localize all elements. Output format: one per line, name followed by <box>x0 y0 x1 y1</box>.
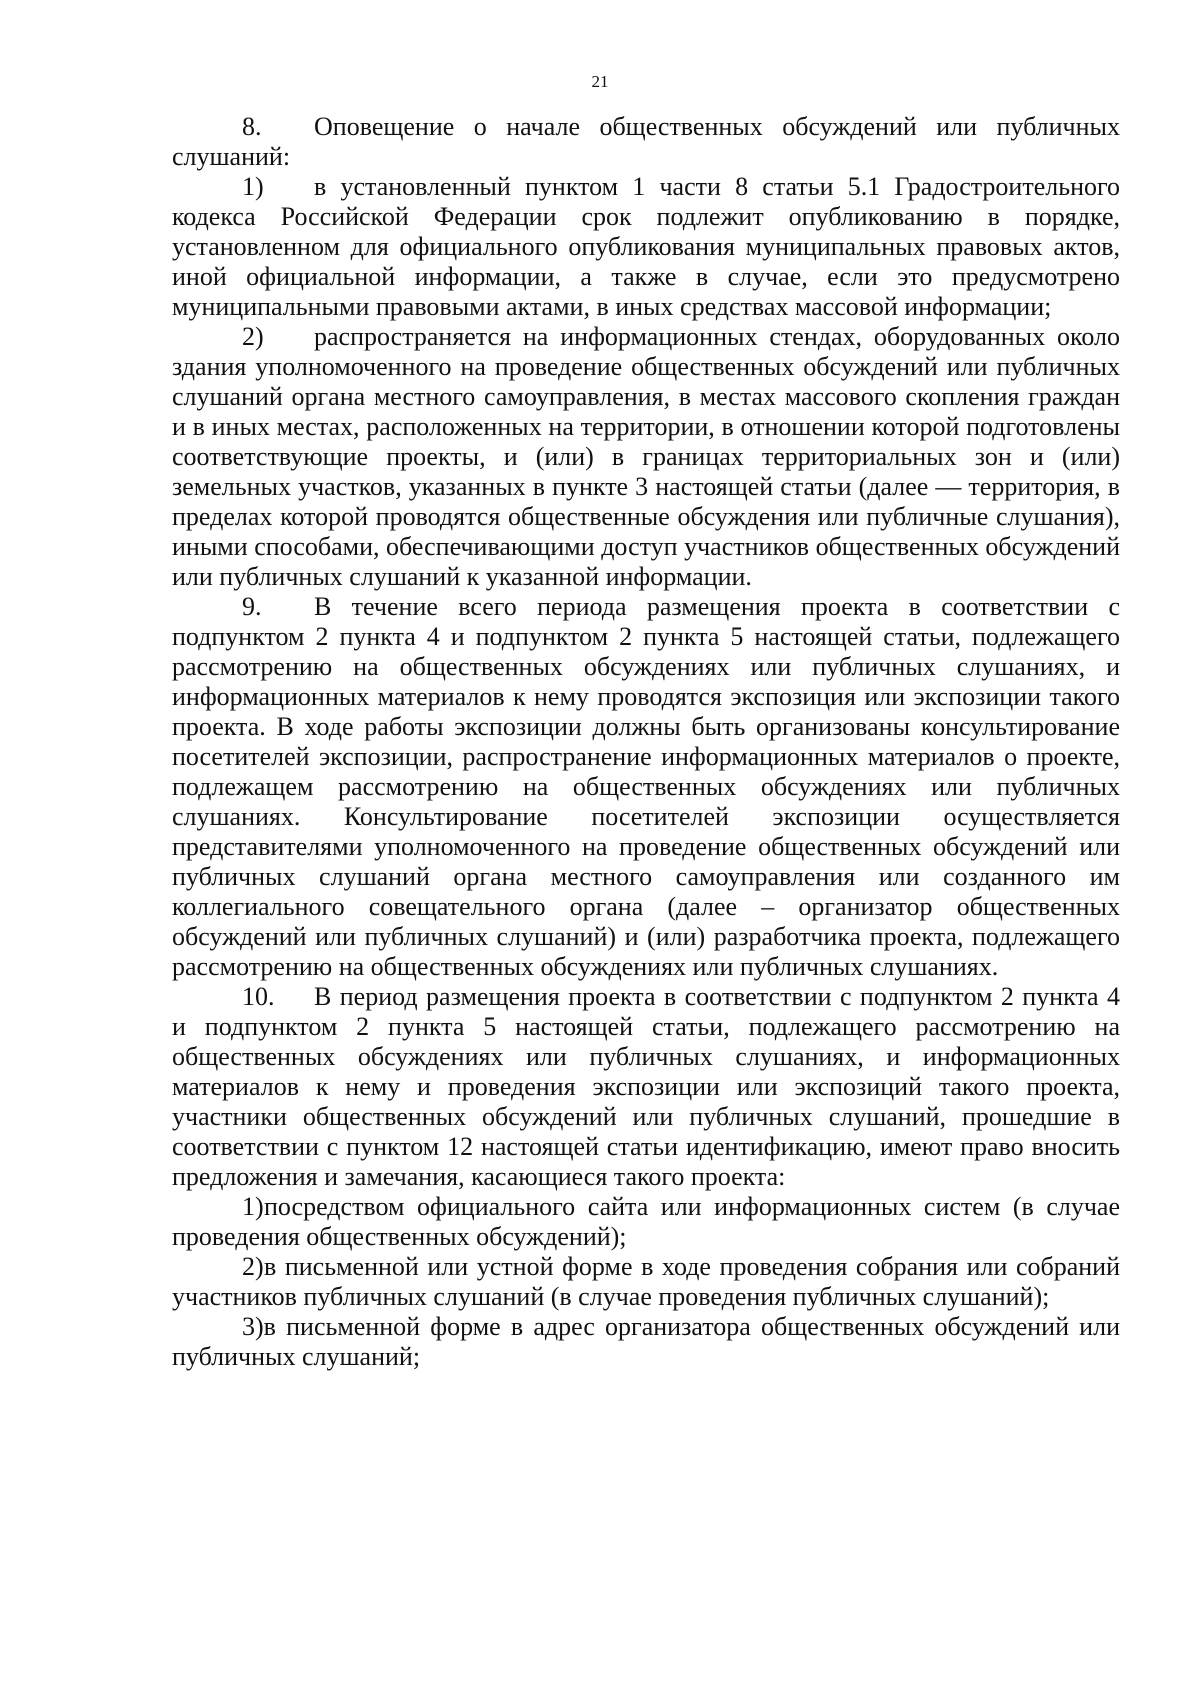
paragraph-text: в установленный пунктом 1 части 8 статьи 5.1 Градостроительного кодекса Российской Федерации срок подлежит опубликованию в порядке, установленном для официального опубликования муниципальных правовых актов, иной официальной информации, а также в случае, если это предусмотрено муниципальными правовыми актами, в иных средствах массовой информации; <box>172 172 1120 321</box>
paragraph-number: 3) <box>242 1312 264 1341</box>
page-number: 21 <box>591 72 609 91</box>
paragraph-text: посредством официального сайта или информационных систем (в случае проведения общественных обсуждений); <box>172 1192 1120 1251</box>
paragraph-8-item-2 <box>172 322 1120 592</box>
paragraph-10-item-1 <box>172 1192 1120 1252</box>
paragraph-10-item-2 <box>172 1252 1120 1312</box>
paragraph-number: 9. <box>242 592 262 621</box>
paragraph-number: 8. <box>242 112 262 141</box>
paragraph-number: 1) <box>242 1192 264 1221</box>
paragraph-number: 2) <box>242 1252 264 1281</box>
paragraph-number: 10. <box>242 982 275 1011</box>
paragraph-text: в письменной форме в адрес организатора общественных обсуждений или публичных слушаний; <box>172 1312 1120 1371</box>
document-body <box>172 112 1120 1372</box>
paragraph-8-item-1 <box>172 172 1120 322</box>
paragraph-number: 2) <box>242 322 264 351</box>
paragraph-10 <box>172 982 1120 1192</box>
paragraph-text: В течение всего периода размещения проекта в соответствии с подпунктом 2 пункта 4 и подпунктом 2 пункта 5 настоящей статьи, подлежащего рассмотрению на общественных обсуждениях или публичных слушаниях, и информационных материалов к нему проводятся экспозиция или экспозиции такого проекта. В ходе работы экспозиции должны быть организованы консультирование посетителей экспозиции, распространение информационных материалов о проекте, подлежащем рассмотрению на общественных обсуждениях или публичных слушаниях. Консультирование посетителей экспозиции осуществляется представителями уполномоченного на проведение общественных обсуждений или публичных слушаний органа местного самоуправления или созданного им коллегиального совещательного органа (далее – организатор общественных обсуждений или публичных слушаний) и (или) разработчика проекта, подлежащего рассмотрению на общественных обсуждениях или публичных слушаниях. <box>172 592 1120 981</box>
paragraph-text: Оповещение о начале общественных обсуждений или публичных слушаний: <box>172 112 1120 171</box>
paragraph-8 <box>172 112 1120 172</box>
paragraph-text: распространяется на информационных стендах, оборудованных около здания уполномоченного на проведение общественных обсуждений или публичных слушаний органа местного самоуправления, в местах массового скопления граждан и в иных местах, расположенных на территории, в отношении которой подготовлены соответствующие проекты, и (или) в границах территориальных зон и (или) земельных участков, указанных в пункте 3 настоящей статьи (далее — территория, в пределах которой проводятся общественные обсуждения или публичные слушания), иными способами, обеспечивающими доступ участников общественных обсуждений или публичных слушаний к указанной информации. <box>172 322 1120 591</box>
paragraph-text: В период размещения проекта в соответствии с подпунктом 2 пункта 4 и подпунктом 2 пункта 5 настоящей статьи, подлежащего рассмотрению на общественных обсуждениях или публичных слушаниях, и информационных материалов к нему и проведения экспозиции или экспозиций такого проекта, участники общественных обсуждений или публичных слушаний, прошедшие в соответствии с пунктом 12 настоящей статьи идентификацию, имеют право вносить предложения и замечания, касающиеся такого проекта: <box>172 982 1120 1191</box>
paragraph-9 <box>172 592 1120 982</box>
paragraph-number: 1) <box>242 172 264 201</box>
paragraph-text: в письменной или устной форме в ходе проведения собрания или собраний участников публичных слушаний (в случае проведения публичных слушаний); <box>172 1252 1120 1311</box>
paragraph-10-item-3 <box>172 1312 1120 1372</box>
